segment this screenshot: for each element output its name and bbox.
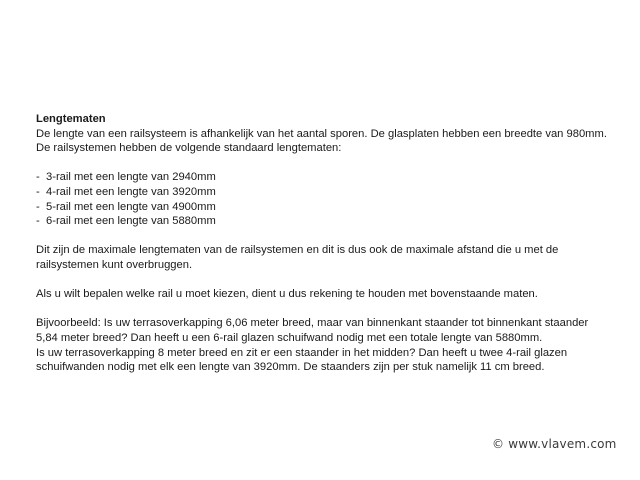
max-length-paragraph — [36, 243, 606, 272]
list-item — [36, 170, 606, 185]
list-item-text: 6-rail met een lengte van 5880mm — [46, 215, 216, 228]
list-dash: - — [36, 185, 40, 198]
length-list — [36, 170, 606, 228]
max-line: Dit zijn de maximale lengtematen van de railsystemen en dit is dus ook de maximale afstand die u met de — [36, 244, 559, 257]
example-line: Bijvoorbeeld: Is uw terrasoverkapping 6,06 meter breed, maar van binnenkant staander tot binnenkant staander — [36, 317, 589, 330]
intro-line: De railsystemen hebben de volgende standaard lengtematen: — [36, 142, 342, 155]
intro-line: De lengte van een railsysteem is afhankelijk van het aantal sporen. De glasplaten hebben een breedte van 980mm. — [36, 127, 607, 140]
list-dash: - — [36, 215, 40, 228]
example-paragraph — [36, 316, 606, 374]
spacer — [36, 156, 606, 171]
list-item — [36, 200, 606, 215]
list-dash: - — [36, 171, 40, 184]
spacer — [36, 273, 606, 288]
example-line: Is uw terrasoverkapping 8 meter breed en zit er een staander in het midden? Dan heeft u twee 4-rail glazen — [36, 346, 568, 359]
document-body — [36, 112, 606, 375]
watermark — [492, 437, 617, 451]
spacer — [36, 229, 606, 244]
list-dash: - — [36, 200, 40, 213]
choose-rail-paragraph: Als u wilt bepalen welke rail u moet kiezen, dient u dus rekening te houden met bovenstaande maten. — [36, 288, 538, 301]
list-item-text: 4-rail met een lengte van 3920mm — [46, 185, 216, 198]
spacer — [36, 302, 606, 317]
copyright-icon: © — [492, 437, 505, 451]
intro-paragraph — [36, 127, 606, 156]
example-line: 5,84 meter breed? Dan heeft u een 6-rail glazen schuifwand nodig met een totale lengte van 5880mm. — [36, 331, 543, 344]
watermark-text: www.vlavem.com — [508, 437, 617, 451]
list-item — [36, 185, 606, 200]
max-line: railsystemen kunt overbruggen. — [36, 258, 193, 271]
example-line: schuifwanden nodig met elk een lengte van 3920mm. De staanders zijn per stuk namelijk 11 cm breed. — [36, 361, 545, 374]
list-item-text: 5-rail met een lengte van 4900mm — [46, 200, 216, 213]
section-heading: Lengtematen — [36, 113, 106, 125]
list-item-text: 3-rail met een lengte van 2940mm — [46, 171, 216, 184]
list-item — [36, 214, 606, 229]
